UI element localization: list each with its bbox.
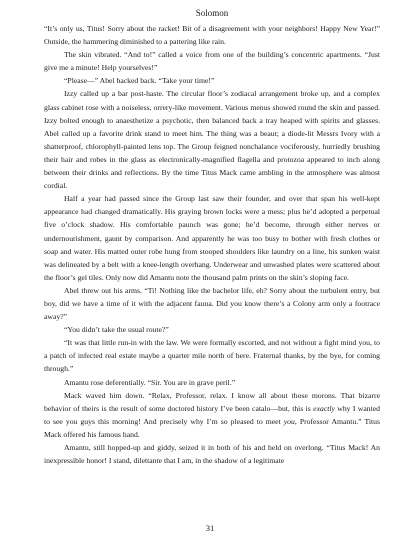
page-number: 31 <box>205 523 215 533</box>
running-title: Solomon <box>195 8 229 18</box>
paragraph-text: , Professor Amantu.” Titus Mack offered his famous hand. <box>44 416 380 439</box>
paragraph <box>44 389 380 441</box>
paragraph: “You didn’t take the usual route?” <box>64 325 169 335</box>
paragraph: “It’s only us, Titus! Sorry about the racket! Bit of a disagreement with your neighbors! Happy New Year!” Outside, the hammering diminished to a pattering like rain. <box>44 24 380 47</box>
paragraph-text: why I wanted to see you guys this morning! And precisely why I’m so pleased to meet <box>44 403 380 426</box>
paragraph-text: Mack waved him down. “Relax, Professor, relax. I know all about those morons. That bizarre behavior of theirs is the result of some doctored history I’ve been catalo—but, this is <box>44 390 380 413</box>
paragraph: Half a year had passed since the Group last saw their founder, and over that span his well-kept appearance had changed dramatically. His graying brown locks were a mess; plus he’d adopted a perpetual five o’clock shadow. His comfortable paunch was gone; he’d become, through either nerves or undernourishment, gaunt by comparison. And apparently he was too busy to bother with fresh clothes or soap and water. His matted outer robe hung from stooped shoulders like laundry on a line, his sunken waist was delineated by a belt with a knee-length overhang. Underwear and unwashed plates were scattered about the floor’s gel tiles. Only now did Amantu note the thousand palm prints on the skin’s sloping face. <box>44 194 380 282</box>
emphasis-text: you <box>283 416 295 426</box>
emphasis-text: exactly <box>313 403 335 413</box>
paragraph: Amantu, still hopped-up and giddy, seized it in both of his and held on overlong. “Titus Mack! An inexpressible honor! I stand, dilettante that I am, in the shadow of a legitimate <box>44 443 380 466</box>
paragraph: The skin vibrated. “And to!” called a voice from one of the building’s concentric apartments. “Just give me a minute! Help yourselves!” <box>44 50 380 73</box>
paragraph: Amantu rose deferentially. “Sir. You are in grave peril.” <box>64 377 236 387</box>
paragraph: Abel threw out his arms. “Ti! Nothing like the bachelor life, eh? Sorry about the turbulent entry, but boy, did we have a time of it with the adjacent fauna. Did you know there’s a Colony arm only a footrace away?” <box>44 285 380 322</box>
paragraph: “It was that little run-in with the law. We were formally escorted, and not without a fight mind you, to a patch of infected real estate maybe a quarter mile north of here. Fraternal thanks, by the bye, for coming through.” <box>44 338 380 374</box>
paragraph: Izzy called up a bar post-haste. The circular floor’s zodiacal arrangement broke up, and a complex glass cabinet rose with a noiseless, orrery-like movement. Various menus showed round the skin and passed. Izzy bolted enough to anaesthetize a psychotic, then balanced back a tray heaped with spirits and glasses. Abel called up a favorite drink stand to meet him. The thing was a beaut; a diode-lit Messrs Ivory with a shatterproof, chlorophyll-painted lens top. The Group feigned nonchalance vociferously, hurriedly brushing their hair and robes in the glass as electronically-magnified flagella and protozoa appeared to inch along between their drinks and reflections. By the time Titus Mack came ambling in the atmosphere was almost cordial. <box>44 89 380 191</box>
paragraph: “Please—” Abel backed back. “Take your time!” <box>64 76 215 86</box>
body-text <box>44 22 380 467</box>
